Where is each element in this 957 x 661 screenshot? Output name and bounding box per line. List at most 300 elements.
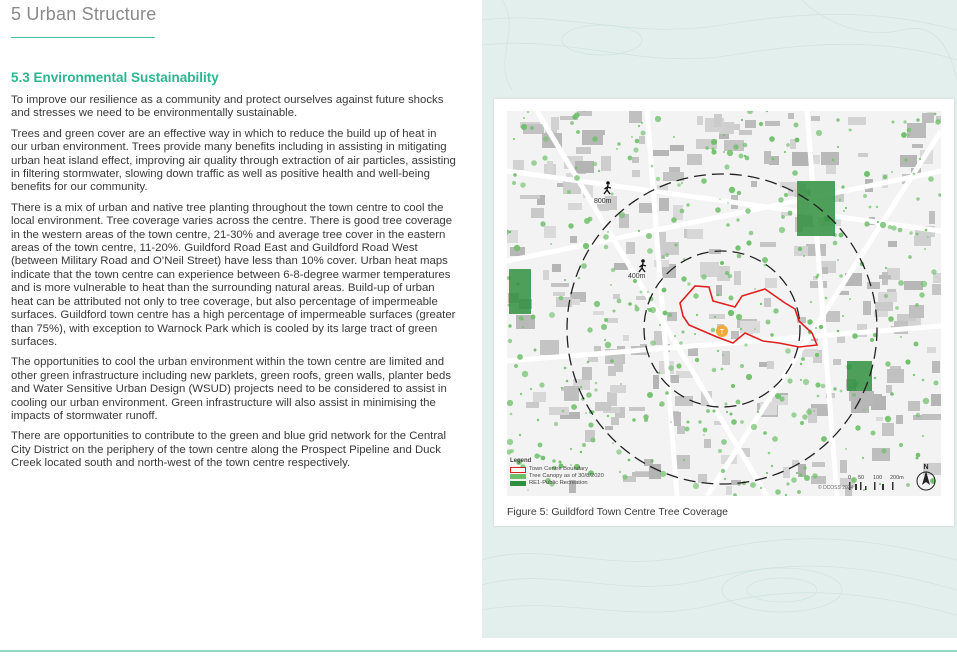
paragraph: There is a mix of urban and native tree planting throughout the town centre to cool the local environment. Tree coverage varies across the centre. There is good tree coverage in the western areas of the town centre, 21-30% and average tree cover in the eastern areas of the town centre, 11-20%. Guildford Road East and Guildford Road West (between Military Road and O’Neil Street) have less than 10% cover. Urban heat maps indicate that the town centre can experience between 6-8-degree warmer temperatures and is more vulnerable to heat than the surrounding natural areas. Build-up of urban heat can be attributed not only to tree coverage, but also percentage of impermeable surfaces. Guildford town centre has a high percentage of impermeable surfaces (greater than 75%), with exception to Warnock Park which is cooled by its large tract of green surfaces. [11, 201, 456, 348]
building [675, 396, 693, 406]
tree-patch [725, 271, 729, 275]
tree-patch [727, 150, 733, 156]
tree-patch [674, 243, 677, 246]
tree-patch [850, 129, 852, 131]
tree-patch [554, 422, 558, 426]
tree-patch [513, 173, 516, 176]
tree-patch [773, 308, 778, 313]
building [570, 236, 577, 243]
tree-patch [698, 420, 701, 423]
tree-patch [567, 190, 571, 194]
tree-patch [934, 113, 937, 116]
tree-patch [845, 448, 847, 450]
tree-patch [786, 143, 790, 147]
tree-patch [935, 119, 940, 124]
north-arrow-icon [913, 462, 939, 492]
recreation-park [509, 269, 531, 314]
building [764, 151, 771, 164]
tree-patch [833, 387, 836, 390]
tree-patch [643, 414, 648, 419]
section-title: 5 Urban Structure [11, 4, 157, 24]
building [745, 120, 756, 128]
building [731, 331, 739, 339]
legend-item-label: Town Centre Boundary [529, 466, 588, 472]
tree-patch [605, 342, 611, 348]
tree-patch [632, 418, 636, 422]
tree-patch [585, 412, 587, 414]
tree-patch [543, 136, 549, 142]
canopy-swatch [510, 474, 526, 479]
tree-patch [928, 176, 934, 182]
tree-patch [587, 361, 590, 364]
tree-patch [681, 330, 684, 333]
building [875, 302, 893, 311]
tree-patch [566, 380, 569, 383]
building [867, 282, 880, 289]
tree-patch [922, 379, 925, 382]
tree-patch [771, 465, 773, 467]
building [601, 156, 611, 171]
tree-patch [633, 147, 638, 152]
tree-patch [779, 227, 785, 233]
tree-patch [539, 455, 542, 458]
tree-patch [610, 284, 612, 286]
tree-patch [564, 279, 566, 281]
building [605, 426, 613, 430]
tree-patch [665, 391, 669, 395]
building [922, 113, 934, 123]
building [551, 283, 569, 287]
tree-patch [766, 472, 768, 474]
tree-patch [582, 443, 586, 447]
tree-patch [916, 233, 919, 236]
tree-patch [764, 264, 767, 267]
building [764, 298, 771, 307]
tree-patch [907, 128, 912, 133]
building [567, 396, 578, 400]
building [709, 314, 725, 319]
tree-patch [768, 452, 771, 455]
tree-patch [843, 210, 845, 212]
building [765, 121, 780, 126]
tree-patch [791, 412, 796, 417]
building [833, 359, 841, 365]
building [726, 486, 732, 495]
tree-patch [916, 118, 920, 122]
tree-patch [900, 336, 902, 338]
building [629, 407, 645, 411]
tree-patch [745, 208, 751, 214]
tree-patch [746, 240, 751, 245]
tree-patch [580, 451, 582, 453]
building [734, 271, 741, 285]
building [783, 467, 790, 478]
recreation-park [847, 361, 872, 391]
page-bottom-rule [0, 650, 957, 652]
tree-patch [738, 484, 740, 486]
building [543, 270, 549, 280]
tree-patch [772, 436, 778, 442]
building [582, 367, 592, 380]
tree-patch [751, 424, 757, 430]
tree-patch [884, 294, 888, 298]
tree-patch [817, 395, 820, 398]
building [585, 130, 605, 135]
tree-patch [607, 415, 609, 417]
tree-patch [913, 374, 915, 376]
building [854, 391, 874, 406]
tree-patch [909, 231, 912, 234]
building [697, 116, 703, 125]
building [896, 415, 903, 424]
tree-patch [520, 182, 526, 188]
tree-patch [775, 489, 781, 495]
tree-patch [562, 410, 565, 413]
building [611, 417, 619, 425]
building [659, 198, 669, 211]
tree-patch [901, 132, 907, 138]
tree-patch [523, 117, 525, 119]
tree-patch [839, 199, 841, 201]
building [588, 357, 598, 362]
tree-patch [741, 119, 743, 121]
building [639, 203, 653, 213]
tree-patch [549, 312, 555, 318]
legend-item-label: RE1-Public Recreation [529, 480, 588, 486]
tree-patch [719, 198, 721, 200]
tree-patch [919, 158, 921, 160]
building [714, 114, 722, 127]
tree-patch [527, 489, 529, 491]
tree-patch [760, 303, 762, 305]
tree-patch [628, 302, 632, 306]
tree-patch [647, 392, 653, 398]
tree-patch [841, 185, 844, 188]
tree-patch [725, 403, 728, 406]
tree-patch [903, 120, 906, 123]
tree-patch [750, 482, 756, 488]
tree-patch [522, 326, 524, 328]
tree-patch [899, 443, 903, 447]
tree-patch [686, 203, 689, 206]
tree-patch [658, 372, 660, 374]
tree-patch [656, 177, 660, 181]
tree-patch [798, 247, 802, 251]
tree-patch [514, 245, 520, 251]
tree-patch [815, 382, 820, 387]
building [887, 369, 904, 383]
tree-patch [885, 361, 890, 366]
tree-patch [538, 443, 543, 448]
tree-patch [659, 324, 661, 326]
tree-patch [810, 301, 812, 303]
tree-patch [685, 427, 690, 432]
centre-marker-label: T [719, 329, 725, 336]
tree-patch [687, 282, 690, 285]
tree-patch [869, 206, 872, 209]
tree-patch [885, 267, 887, 269]
tree-patch [743, 143, 748, 148]
tree-patch [733, 144, 738, 149]
tree-patch [729, 296, 734, 301]
tree-patch [683, 459, 685, 461]
building [526, 402, 539, 408]
building [863, 301, 871, 315]
tree-patch [786, 482, 789, 485]
building [552, 264, 561, 272]
tree-patch [727, 202, 729, 204]
recreation-park [797, 181, 835, 236]
tree-patch [662, 256, 664, 258]
tree-patch [693, 293, 698, 298]
tree-coverage-map [507, 111, 941, 496]
tree-patch [665, 253, 669, 257]
building [927, 347, 936, 353]
figure-caption: Figure 5: Guildford Town Centre Tree Coverage [507, 506, 729, 518]
building [760, 242, 776, 247]
tree-patch [876, 206, 878, 208]
tree-patch [840, 390, 843, 393]
tree-patch [588, 422, 593, 427]
tree-patch [883, 175, 887, 179]
tree-patch [712, 409, 715, 412]
tree-patch [581, 263, 587, 269]
tree-patch [594, 301, 600, 307]
tree-patch [638, 125, 640, 127]
map-svg [507, 111, 941, 496]
tree-patch [744, 155, 746, 157]
building [520, 195, 540, 199]
tree-patch [740, 328, 743, 331]
tree-patch [740, 364, 744, 368]
tree-patch [905, 359, 910, 364]
distance-label-800m: 800m [594, 198, 612, 205]
tree-patch [507, 439, 513, 445]
tree-patch [898, 280, 904, 286]
building [687, 229, 703, 239]
tree-patch [640, 291, 643, 294]
tree-patch [534, 349, 537, 352]
tree-patch [871, 431, 876, 436]
tree-patch [592, 136, 598, 142]
tree-patch [916, 197, 920, 201]
building [886, 385, 892, 393]
tree-patch [631, 136, 633, 138]
tree-patch [513, 138, 515, 140]
tree-patch [570, 121, 574, 125]
map-legend [510, 458, 650, 487]
tree-patch [924, 248, 926, 250]
tree-patch [595, 382, 598, 385]
tree-patch [646, 233, 652, 239]
tree-patch [570, 448, 572, 450]
tree-patch [845, 207, 847, 209]
tree-patch [778, 197, 783, 202]
tree-patch [723, 134, 725, 136]
tree-patch [916, 453, 921, 458]
tree-patch [604, 318, 608, 322]
building [932, 284, 941, 295]
recreation-swatch [510, 481, 526, 486]
tree-patch [766, 320, 771, 325]
tree-patch [736, 314, 742, 320]
building [932, 361, 940, 373]
tree-patch [927, 236, 929, 238]
scale-label: 100 [873, 475, 883, 481]
building [553, 292, 565, 296]
building [872, 448, 890, 461]
tree-patch [674, 335, 676, 337]
tree-patch [836, 118, 840, 122]
tree-patch [864, 221, 869, 226]
tree-patch [530, 388, 532, 390]
building [704, 439, 711, 448]
tree-patch [888, 316, 894, 322]
building [812, 462, 825, 467]
tree-patch [754, 288, 756, 290]
tree-patch [770, 333, 773, 336]
tree-patch [703, 434, 705, 436]
legend-title: Legend [510, 458, 532, 464]
tree-patch [647, 291, 649, 293]
tree-patch [895, 306, 899, 310]
tree-patch [662, 288, 667, 293]
building [513, 160, 524, 170]
tree-patch [797, 490, 801, 494]
tree-patch [721, 469, 725, 473]
tree-patch [821, 436, 827, 442]
tree-patch [906, 483, 910, 487]
tree-patch [593, 162, 597, 166]
tree-patch [802, 414, 808, 420]
tree-patch [762, 257, 768, 263]
tree-patch [864, 171, 870, 177]
scale-bar [846, 470, 906, 492]
tree-patch [839, 274, 843, 278]
tree-patch [508, 339, 512, 343]
tree-patch [855, 425, 860, 430]
tree-patch [852, 393, 856, 397]
tree-patch [594, 388, 597, 391]
tree-patch [923, 398, 929, 404]
tree-patch [870, 338, 874, 342]
tree-patch [607, 231, 609, 233]
tree-patch [718, 449, 722, 453]
tree-patch [880, 222, 886, 228]
building [632, 170, 640, 177]
subheading: 5.3 Environmental Sustainability [11, 70, 219, 85]
tree-patch [530, 126, 534, 130]
tree-patch [574, 175, 580, 181]
tree-patch [610, 359, 613, 362]
tree-patch [731, 419, 737, 425]
tree-patch [520, 317, 523, 320]
tree-patch [754, 328, 756, 330]
tree-patch [816, 130, 822, 136]
building [677, 426, 685, 434]
paragraph: Trees and green cover are an effective way in which to reduce the build up of heat in our urban environment. Trees provide many benefits including in assisting in mitigating urban heat island effect, improving air quality through extraction of air particles, assisting in filtering stormwater, slowing down traffic as well as positive health and well-being benefits for our community. [11, 127, 456, 194]
tree-patch [934, 381, 939, 386]
tree-patch [908, 134, 910, 136]
title-underline [11, 37, 155, 38]
building [848, 117, 866, 125]
tree-patch [815, 353, 819, 357]
tree-patch [921, 281, 927, 287]
tree-patch [715, 207, 721, 213]
tree-patch [598, 170, 600, 172]
tree-patch [731, 384, 735, 388]
tree-patch [735, 245, 740, 250]
building [607, 318, 618, 323]
paragraph: The opportunities to cool the urban environment within the town centre are limited and other green infrastructure including new parklets, green roofs, green walls, planter beds and Water Sensitive Urban Design (WSUD) projects need to be considered to assist in cooling our urban environment. Green infrastructure will also assist in minimising the impacts of stormwater runoff. [11, 356, 452, 422]
tree-patch [527, 111, 529, 113]
tree-patch [739, 154, 744, 159]
boundary-swatch [510, 467, 526, 473]
building [575, 161, 594, 173]
tree-patch [701, 178, 707, 184]
tree-patch [819, 325, 823, 329]
tree-patch [785, 348, 791, 354]
tree-patch [651, 165, 654, 168]
building [614, 357, 623, 372]
building [821, 152, 839, 165]
tree-patch [916, 457, 919, 460]
tree-patch [885, 416, 891, 422]
tree-patch [863, 194, 867, 198]
tree-patch [612, 442, 614, 444]
tree-patch [613, 310, 616, 313]
tree-patch [760, 487, 762, 489]
paragraph: There are opportunities to contribute to the green and blue grid network for the Central City District on the periphery of the town centre along the Prospect Pipeline and Duck Creek located south and north-west of the town centre respectively. [11, 430, 447, 470]
tree-patch [679, 341, 683, 345]
tree-patch [728, 310, 734, 316]
tree-patch [514, 364, 518, 368]
tree-patch [717, 294, 720, 297]
copyright-note: © DCOSS 2024 [818, 485, 854, 491]
tree-patch [744, 343, 747, 346]
tree-patch [714, 316, 716, 318]
tree-patch [628, 156, 633, 161]
tree-patch [720, 261, 724, 265]
tree-patch [916, 413, 921, 418]
tree-patch [784, 151, 786, 153]
tree-patch [892, 121, 895, 124]
tree-patch [806, 409, 812, 415]
building [751, 181, 757, 187]
tree-patch [512, 181, 516, 185]
tree-patch [721, 439, 727, 445]
tree-patch [913, 173, 916, 176]
tree-patch [539, 382, 544, 387]
tree-patch [915, 303, 919, 307]
tree-patch [671, 217, 677, 223]
building [931, 394, 941, 406]
tree-patch [890, 392, 894, 396]
tree-patch [769, 136, 775, 142]
legend-item [510, 473, 650, 480]
tree-patch [509, 231, 511, 233]
tree-patch [617, 299, 622, 304]
tree-patch [759, 122, 763, 126]
tree-patch [540, 221, 545, 226]
tree-patch [803, 379, 809, 385]
tree-patch [583, 243, 589, 249]
tree-patch [673, 136, 675, 138]
tree-patch [578, 277, 581, 280]
tree-patch [749, 231, 754, 236]
tree-patch [611, 268, 615, 272]
tree-patch [586, 392, 592, 398]
